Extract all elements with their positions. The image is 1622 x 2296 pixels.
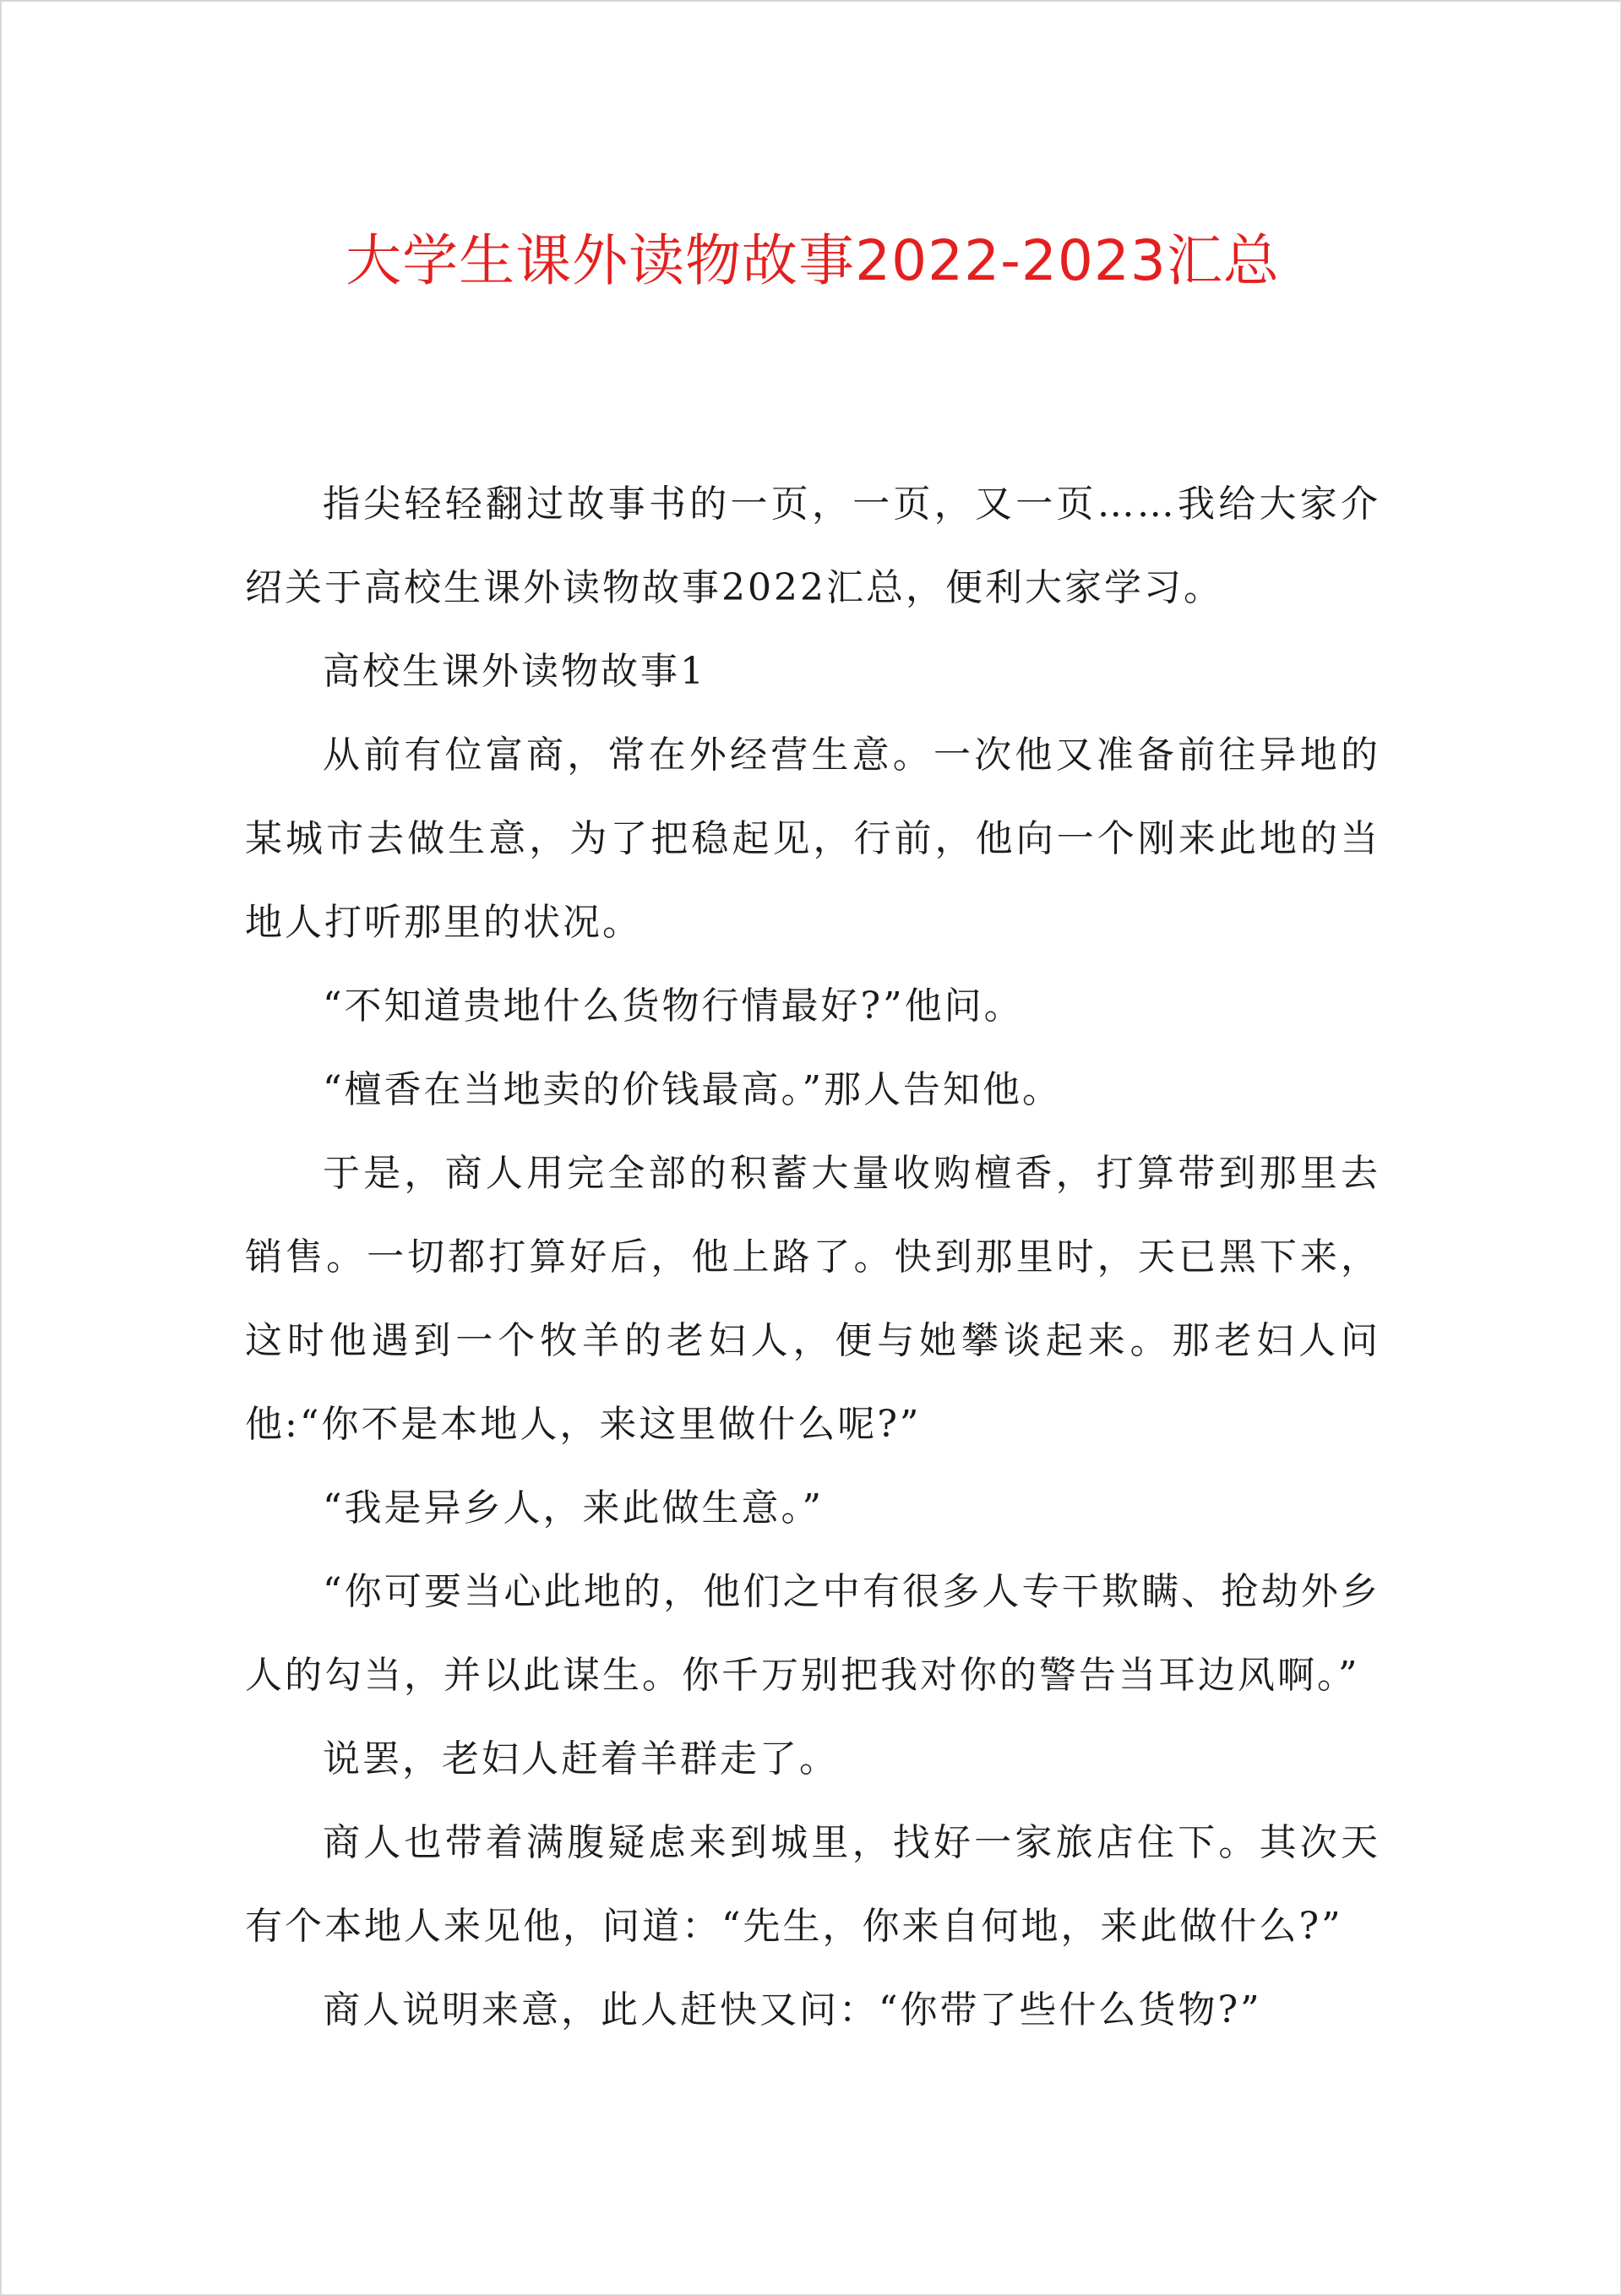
paragraph: 于是，商人用完全部的积蓄大量收购檀香，打算带到那里去销售。一切都打算好后，他上路了。快到那里时，天已黑下来，这时他遇到一个牧羊的老妇人，便与她攀谈起来。那老妇人问他:“你不是本地人，来这里做什么呢?” (245, 1152, 1380, 1446)
paragraph: “不知道贵地什么货物行情最好?”他问。 (323, 984, 1024, 1028)
paragraph-intro: 指尖轻轻翻过故事书的一页，一页，又一页……我给大家介绍关于高校生课外读物故事2022汇总，便利大家学习。 (245, 483, 1380, 609)
document-body (245, 462, 1380, 2052)
paragraph: 从前有位富商，常在外经营生意。一次他又准备前往异地的某城市去做生意，为了把稳起见，行前，他向一个刚来此地的当地人打听那里的状况。 (245, 734, 1380, 944)
paragraph: “檀香在当地卖的价钱最高。”那人告知他。 (323, 1068, 1062, 1111)
document-title: 大学生课外读物故事2022-2023汇总 (346, 228, 1280, 293)
paragraph: “你可要当心此地的，他们之中有很多人专干欺瞒、抢劫外乡人的勾当，并以此谋生。你千万别把我对你的警告当耳边风啊。” (245, 1570, 1380, 1697)
paragraph: 说罢，老妇人赶着羊群走了。 (323, 1737, 839, 1781)
section-heading: 高校生课外读物故事1 (323, 650, 706, 693)
paragraph: 商人说明来意，此人赶快又问：“你带了些什么货物?” (323, 1988, 1262, 2031)
paragraph: 商人也带着满腹疑虑来到城里，找好一家旅店住下。其次天有个本地人来见他，问道：“先生，你来自何地，来此做什么?” (245, 1821, 1380, 1948)
paragraph: “我是异乡人，来此做生意。” (323, 1486, 824, 1530)
